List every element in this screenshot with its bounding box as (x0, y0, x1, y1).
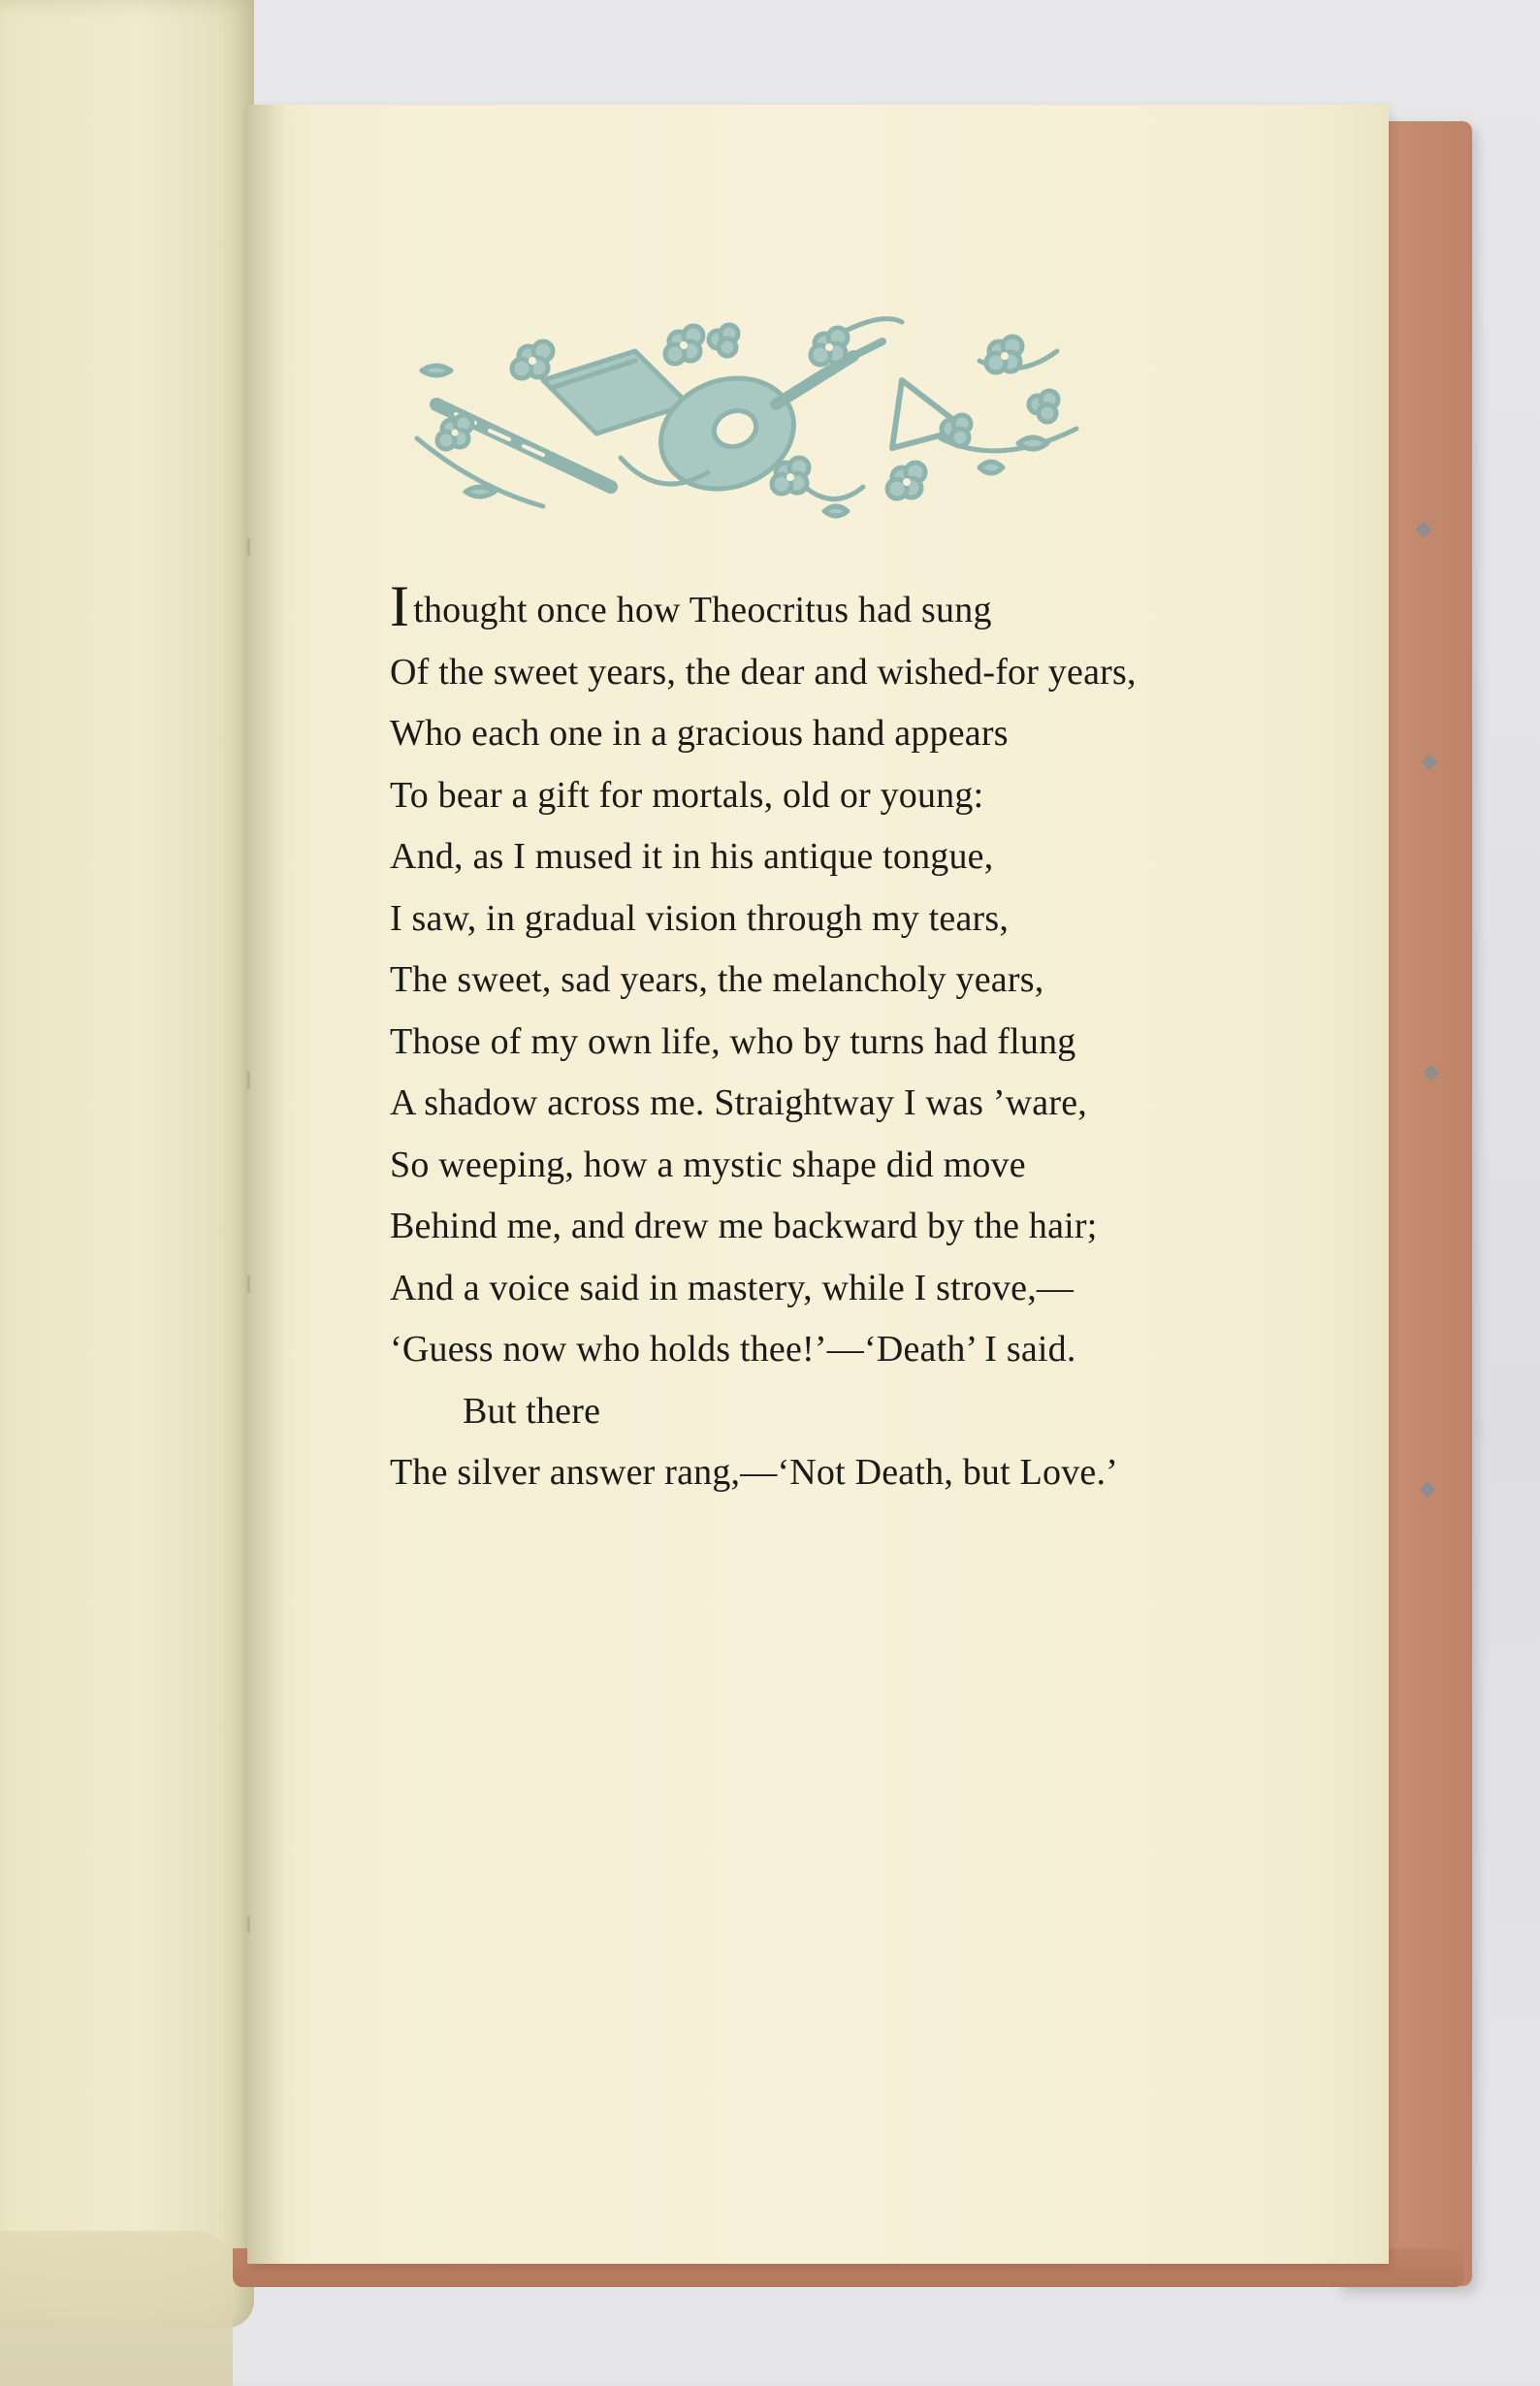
poem-line: Of the sweet years, the dear and wished-for years, (390, 651, 1137, 693)
sonnet-text (390, 574, 1263, 1504)
poem-line: To bear a gift for mortals, old or young: (390, 774, 984, 816)
poem-line: And a voice said in mastery, while I strove,— (390, 1267, 1075, 1308)
poem-line: Who each one in a gracious hand appears (390, 713, 1009, 754)
binding-stitch (247, 538, 250, 556)
poem-line-indented: But there (463, 1390, 601, 1432)
left-page (0, 0, 254, 2328)
poem-line: So weeping, how a mystic shape did move (390, 1144, 1026, 1185)
first-line-text: thought once how Theocritus had sung (413, 590, 992, 630)
drop-initial: I (390, 574, 410, 638)
poem-line: Those of my own life, who by turns had flung (390, 1020, 1076, 1062)
poem-line: The sweet, sad years, the melancholy years, (390, 959, 1044, 1000)
binding-stitch (247, 1916, 250, 1933)
poem-line: And, as I mused it in his antique tongue, (390, 836, 994, 877)
poem-line: A shadow across me. Straightway I was ’ware, (390, 1082, 1087, 1123)
page-gutter-shadow (247, 105, 286, 2264)
left-page-edge (0, 2231, 233, 2386)
poem-line: Behind me, and drew me backward by the hair; (390, 1206, 1098, 1246)
poem-line: I saw, in gradual vision through my tears, (390, 897, 1010, 939)
poem-line-last: The silver answer rang,—‘Not Death, but Love.’ (390, 1452, 1119, 1493)
musical-instruments-flowers-ornament-icon (398, 312, 1096, 535)
binding-stitch (247, 1072, 250, 1089)
binding-stitch (247, 1275, 250, 1293)
poem-line: ‘Guess now who holds thee!’—‘Death’ I said. (390, 1329, 1076, 1370)
poem-line-1 (390, 574, 1263, 642)
